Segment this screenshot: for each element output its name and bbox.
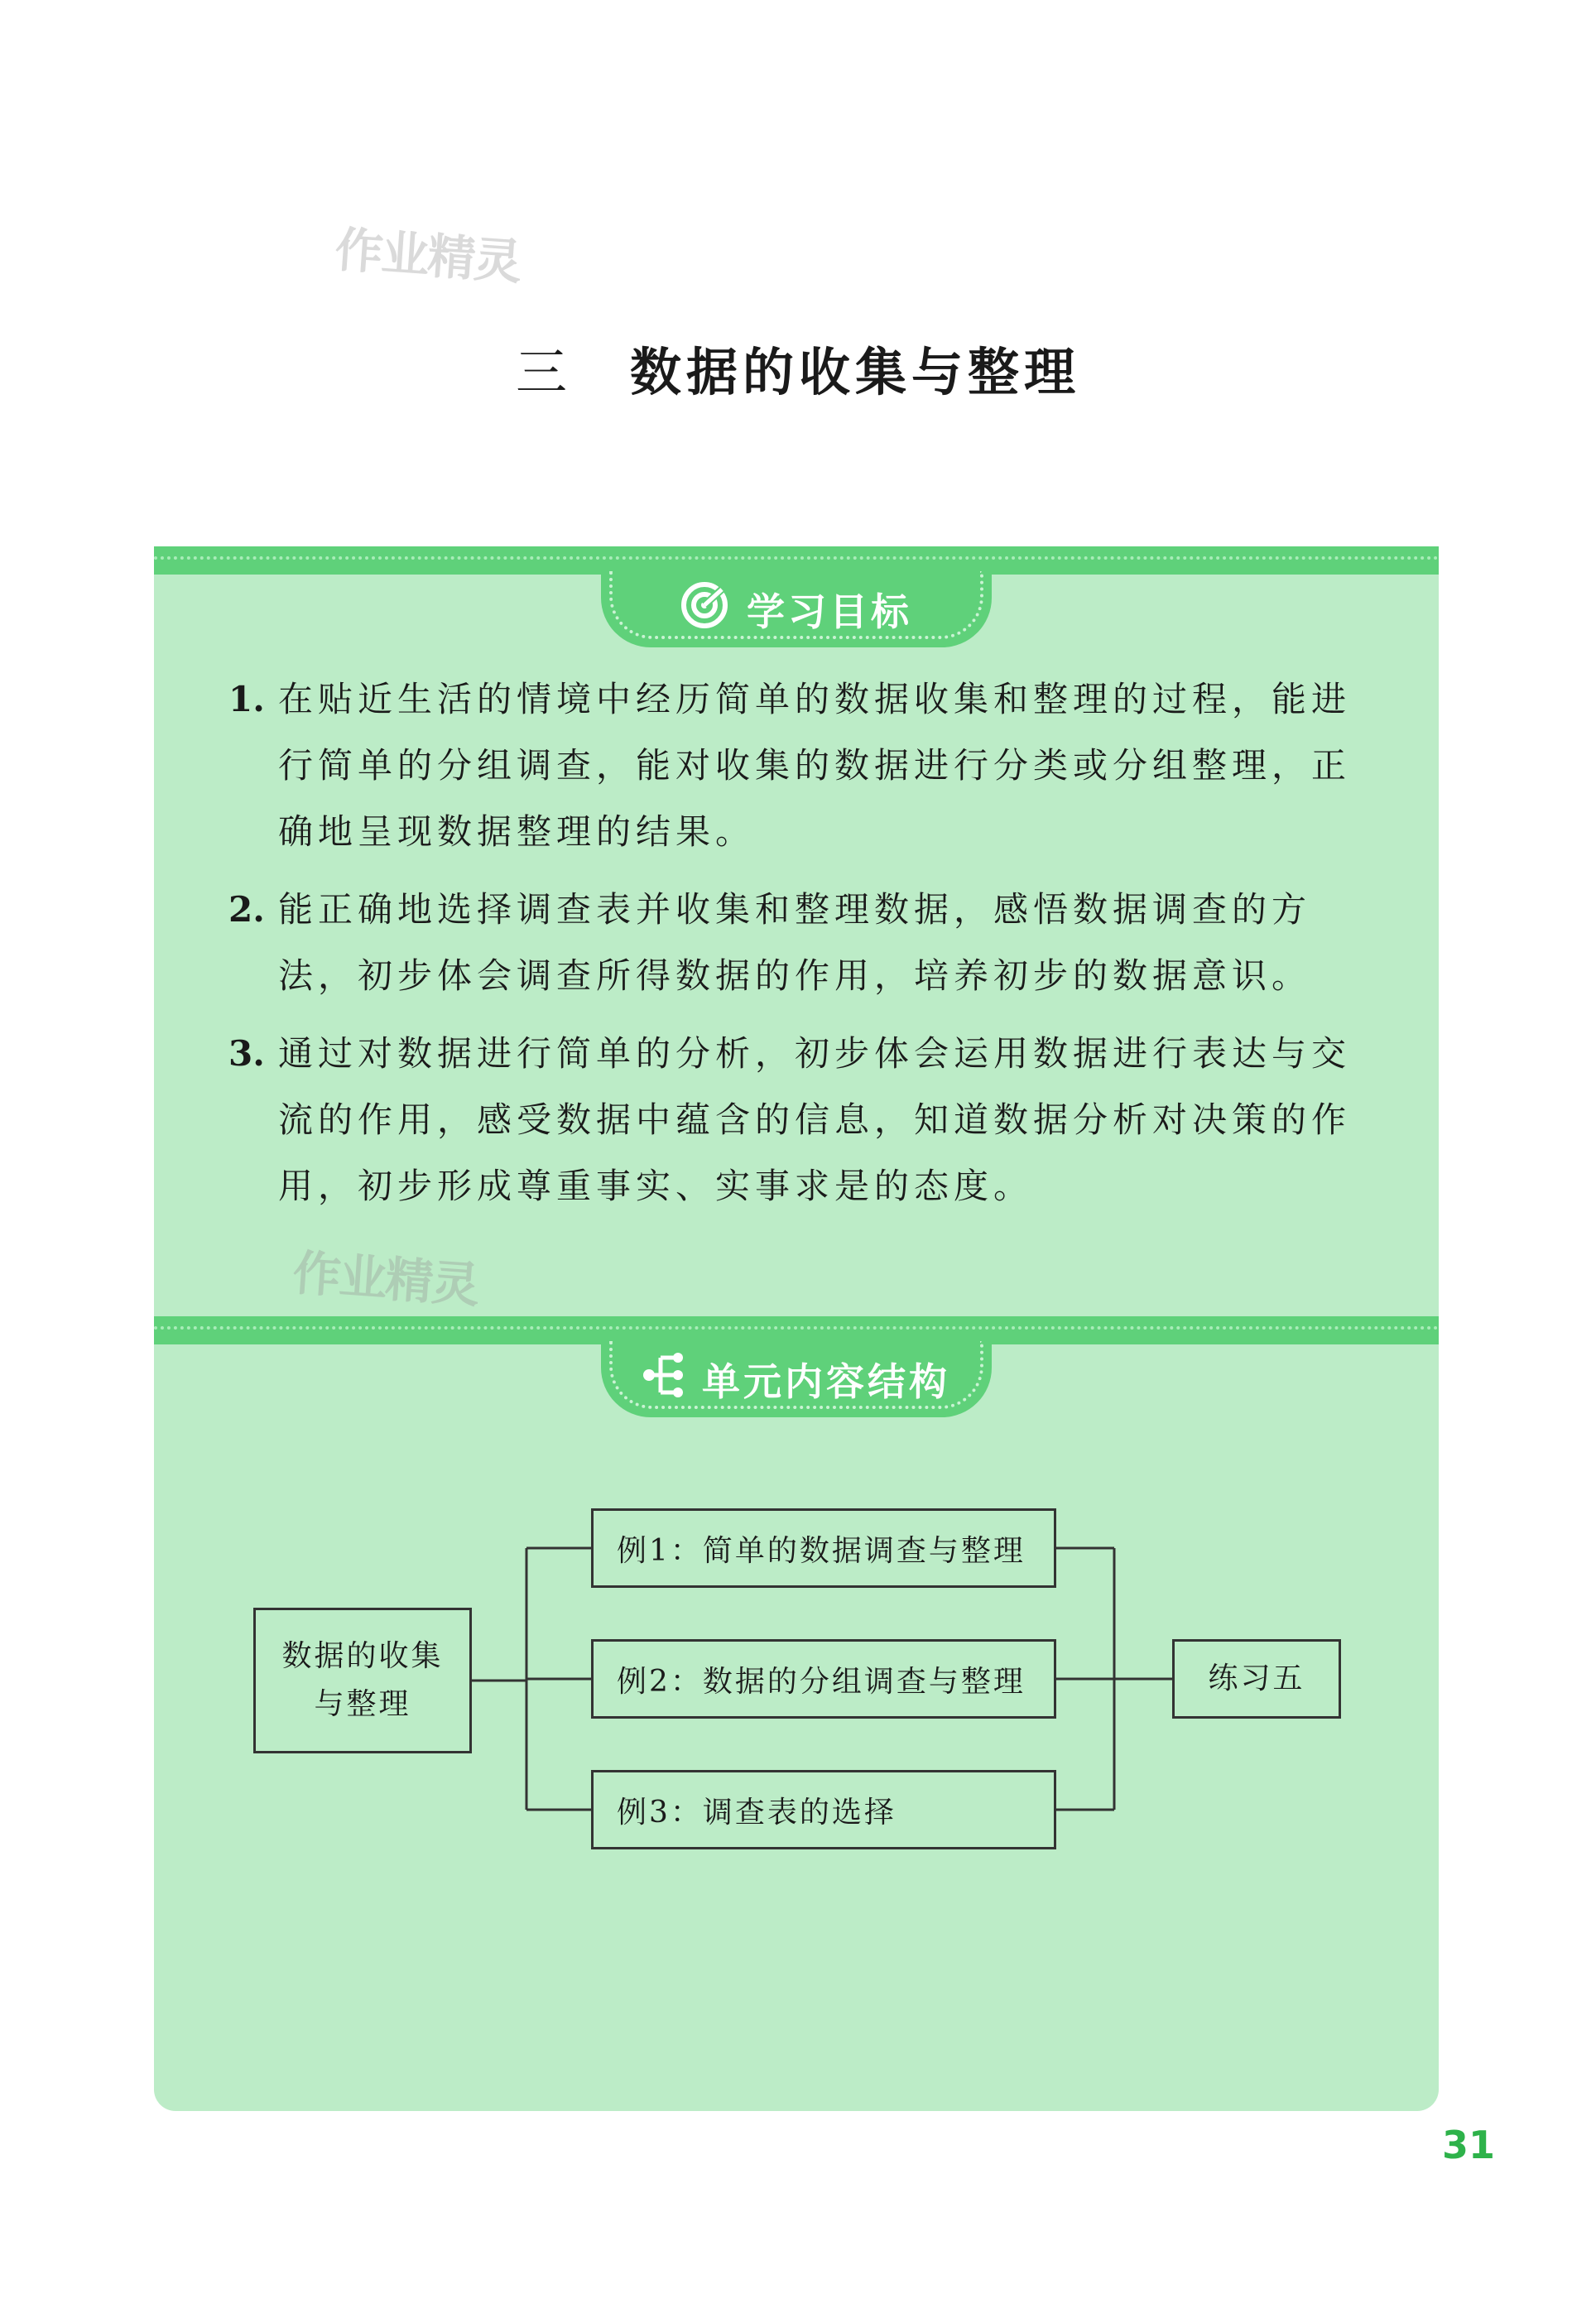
page-number: 31 bbox=[1441, 2123, 1495, 2167]
objective-text: 能正确地选择调查表并收集和整理数据，感悟数据调查的方法，初步体会调查所得数据的作用，培养初步的数据意识。 bbox=[278, 889, 1312, 996]
objective-text: 通过对数据进行简单的分析，初步体会运用数据进行表达与交流的作用，感受数据中蕴含的信息，知道数据分析对决策的作用，初步形成尊重事实、实事求是的态度。 bbox=[278, 1033, 1352, 1206]
structure-root-line2: 与整理 bbox=[314, 1687, 411, 1721]
content-panel bbox=[154, 546, 1439, 2111]
watermark-middle: 作业精灵 bbox=[291, 1244, 480, 1314]
objective-number: 3. bbox=[228, 1033, 265, 1074]
structure-heading: 单元内容结构 bbox=[702, 1359, 950, 1404]
objectives-heading: 学习目标 bbox=[747, 589, 912, 634]
example-box-2: 例2：数据的分组调查与整理 bbox=[591, 1639, 1056, 1719]
exercise-box: 练习五 bbox=[1172, 1639, 1341, 1719]
objective-number: 1. bbox=[228, 679, 265, 719]
chapter-title bbox=[0, 331, 1596, 405]
example-box-3: 例3：调查表的选择 bbox=[591, 1770, 1056, 1849]
structure-connectors bbox=[154, 546, 1439, 2111]
chapter-number: 三 bbox=[515, 342, 572, 402]
example-box-1: 例1：简单的数据调查与整理 bbox=[591, 1508, 1056, 1588]
watermark-top: 作业精灵 bbox=[333, 221, 522, 291]
structure-root-box bbox=[253, 1608, 472, 1753]
structure-root-line1: 数据的收集 bbox=[281, 1639, 444, 1673]
chapter-title-text: 数据的收集与整理 bbox=[630, 342, 1081, 402]
objective-text: 在贴近生活的情境中经历简单的数据收集和整理的过程，能进行简单的分组调查，能对收集的数据进行分类或分组整理，正确地呈现数据整理的结果。 bbox=[278, 679, 1352, 852]
objective-number: 2. bbox=[228, 889, 265, 930]
